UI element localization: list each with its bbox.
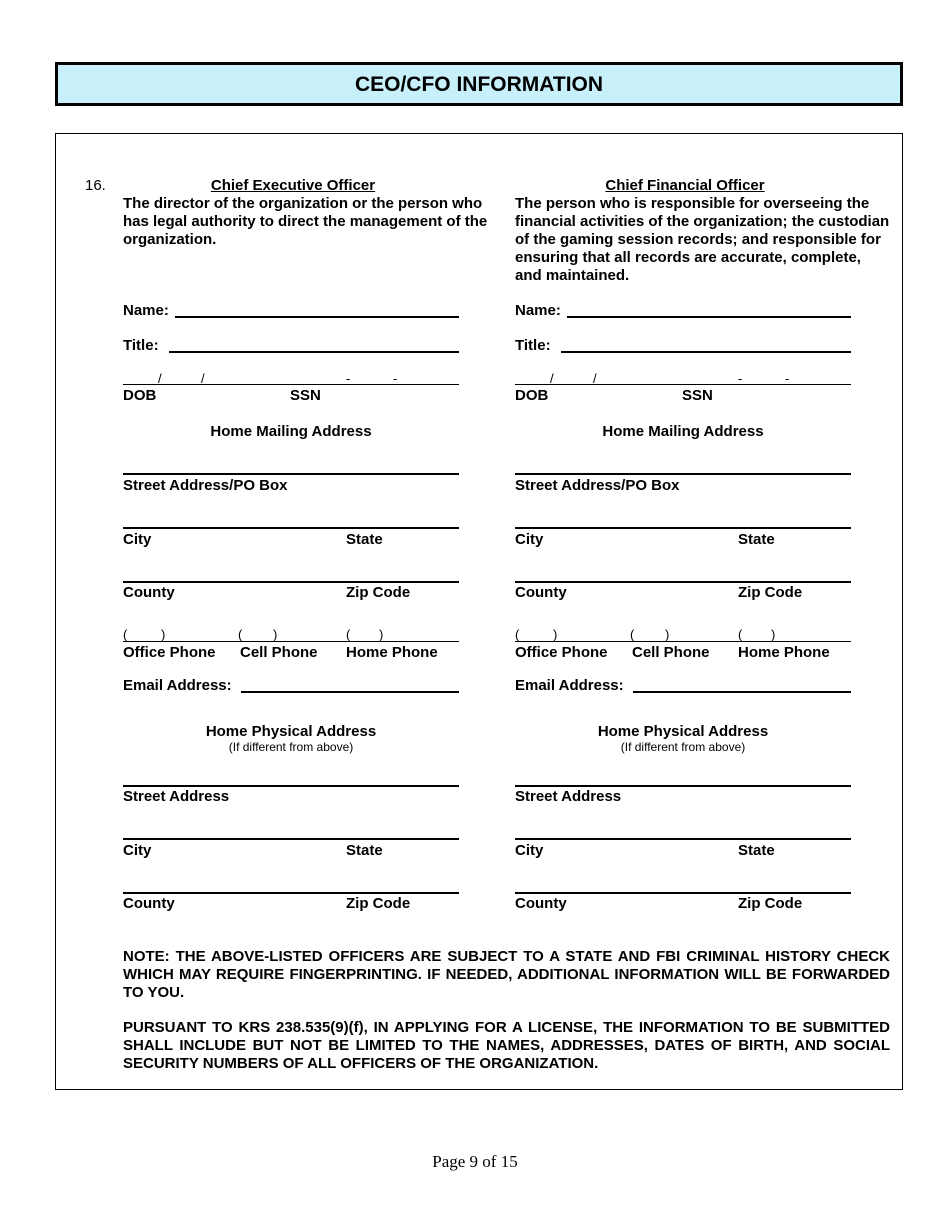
title-label: Title:	[515, 337, 551, 354]
street-po-label: Street Address/PO Box	[123, 477, 288, 494]
state-label: State	[738, 531, 775, 548]
physical-address-heading: Home Physical Address	[597, 723, 769, 740]
phone-paren: )	[379, 627, 384, 642]
phone-paren: )	[161, 627, 166, 642]
dob-ssn-field[interactable]	[515, 384, 851, 385]
home-phone-label: Home Phone	[738, 644, 830, 661]
office-phone-label: Office Phone	[515, 644, 608, 661]
title-label: Title:	[123, 337, 159, 354]
ssn-label: SSN	[290, 387, 321, 404]
state-label: State	[738, 842, 775, 859]
county-zip-field[interactable]	[123, 581, 459, 583]
phone-paren: (	[515, 627, 520, 642]
street-label: Street Address	[123, 788, 230, 805]
home-phone-label: Home Phone	[346, 644, 438, 661]
officer-description: The director of the organization or the person who has legal authority to direct the management of the organization.	[123, 195, 488, 248]
phone-paren: (	[346, 627, 351, 642]
ssn-separator: -	[346, 371, 351, 386]
city-label: City	[123, 842, 152, 859]
phone-fields[interactable]	[123, 641, 459, 642]
street-po-field[interactable]	[515, 473, 851, 475]
dob-separator: /	[201, 371, 205, 386]
phone-paren: (	[123, 627, 128, 642]
zip-label: Zip Code	[738, 895, 803, 912]
krs-statute-note: PURSUANT TO KRS 238.535(9)(f), IN APPLYING FOR A LICENSE, THE INFORMATION TO BE SUBMITTED SHALL INCLUDE BUT NOT BE LIMITED TO THE NAMES, ADDRESSES, DATES OF BIRTH, AND SOCIAL SECURITY NUMBERS OF ALL OFFICERS OF THE ORGANIZATION.	[123, 1019, 890, 1072]
email-field[interactable]	[241, 691, 459, 693]
city-label: City	[123, 531, 152, 548]
dob-label: DOB	[515, 387, 549, 404]
street-po-label: Street Address/PO Box	[515, 477, 680, 494]
county-label: County	[123, 584, 175, 601]
page-title: CEO/CFO INFORMATION	[55, 62, 903, 106]
name-field[interactable]	[567, 316, 851, 318]
dob-separator: /	[158, 371, 162, 386]
county-zip-field[interactable]	[123, 892, 459, 894]
title-field[interactable]	[169, 351, 459, 353]
page-number: Page 9 of 15	[432, 1152, 518, 1171]
phone-paren: )	[273, 627, 278, 642]
criminal-history-note: NOTE: THE ABOVE-LISTED OFFICERS ARE SUBJECT TO A STATE AND FBI CRIMINAL HISTORY CHECK WHICH MAY REQUIRE FINGERPRINTING. IF NEEDED, ADDITIONAL INFORMATION WILL BE FORWARDED TO YOU.	[123, 948, 890, 1001]
city-state-field[interactable]	[123, 527, 459, 529]
zip-label: Zip Code	[346, 584, 411, 601]
dob-ssn-field[interactable]	[123, 384, 459, 385]
name-label: Name:	[123, 302, 169, 319]
phone-paren: (	[238, 627, 243, 642]
title-field[interactable]	[561, 351, 851, 353]
street-label: Street Address	[515, 788, 622, 805]
county-label: County	[123, 895, 175, 912]
city-state-field[interactable]	[515, 527, 851, 529]
mailing-address-heading: Home Mailing Address	[210, 423, 372, 440]
street-po-field[interactable]	[123, 473, 459, 475]
officer-heading: Chief Financial Officer	[605, 177, 765, 194]
email-label: Email Address:	[515, 677, 624, 694]
ssn-separator: -	[785, 371, 790, 386]
cell-phone-label: Cell Phone	[632, 644, 710, 661]
physical-address-heading: Home Physical Address	[205, 723, 377, 740]
county-label: County	[515, 584, 567, 601]
name-label: Name:	[515, 302, 561, 319]
phone-paren: (	[630, 627, 635, 642]
physical-address-subheading: (If different from above)	[620, 740, 746, 754]
state-label: State	[346, 531, 383, 548]
county-zip-field[interactable]	[515, 892, 851, 894]
cell-phone-label: Cell Phone	[240, 644, 318, 661]
ssn-separator: -	[738, 371, 743, 386]
county-zip-field[interactable]	[515, 581, 851, 583]
phone-fields[interactable]	[515, 641, 851, 642]
ssn-separator: -	[393, 371, 398, 386]
phone-paren: (	[738, 627, 743, 642]
phone-paren: )	[665, 627, 670, 642]
city-state-field[interactable]	[123, 838, 459, 840]
email-label: Email Address:	[123, 677, 232, 694]
phone-paren: )	[553, 627, 558, 642]
dob-label: DOB	[123, 387, 157, 404]
county-label: County	[515, 895, 567, 912]
dob-separator: /	[593, 371, 597, 386]
phone-paren: )	[771, 627, 776, 642]
city-label: City	[515, 842, 544, 859]
officer-heading: Chief Executive Officer	[210, 177, 376, 194]
physical-address-subheading: (If different from above)	[228, 740, 354, 754]
office-phone-label: Office Phone	[123, 644, 216, 661]
name-field[interactable]	[175, 316, 459, 318]
city-state-field[interactable]	[515, 838, 851, 840]
mailing-address-heading: Home Mailing Address	[602, 423, 764, 440]
city-label: City	[515, 531, 544, 548]
state-label: State	[346, 842, 383, 859]
street-field[interactable]	[123, 785, 459, 787]
ssn-label: SSN	[682, 387, 713, 404]
street-field[interactable]	[515, 785, 851, 787]
officer-description: The person who is responsible for overseeing the financial activities of the organization; the custodian of the gaming session records; and responsible for ensuring that all records are accurate, complete, and maintained.	[515, 195, 890, 284]
email-field[interactable]	[633, 691, 851, 693]
zip-label: Zip Code	[738, 584, 803, 601]
dob-separator: /	[550, 371, 554, 386]
item-number: 16.	[85, 177, 106, 194]
zip-label: Zip Code	[346, 895, 411, 912]
